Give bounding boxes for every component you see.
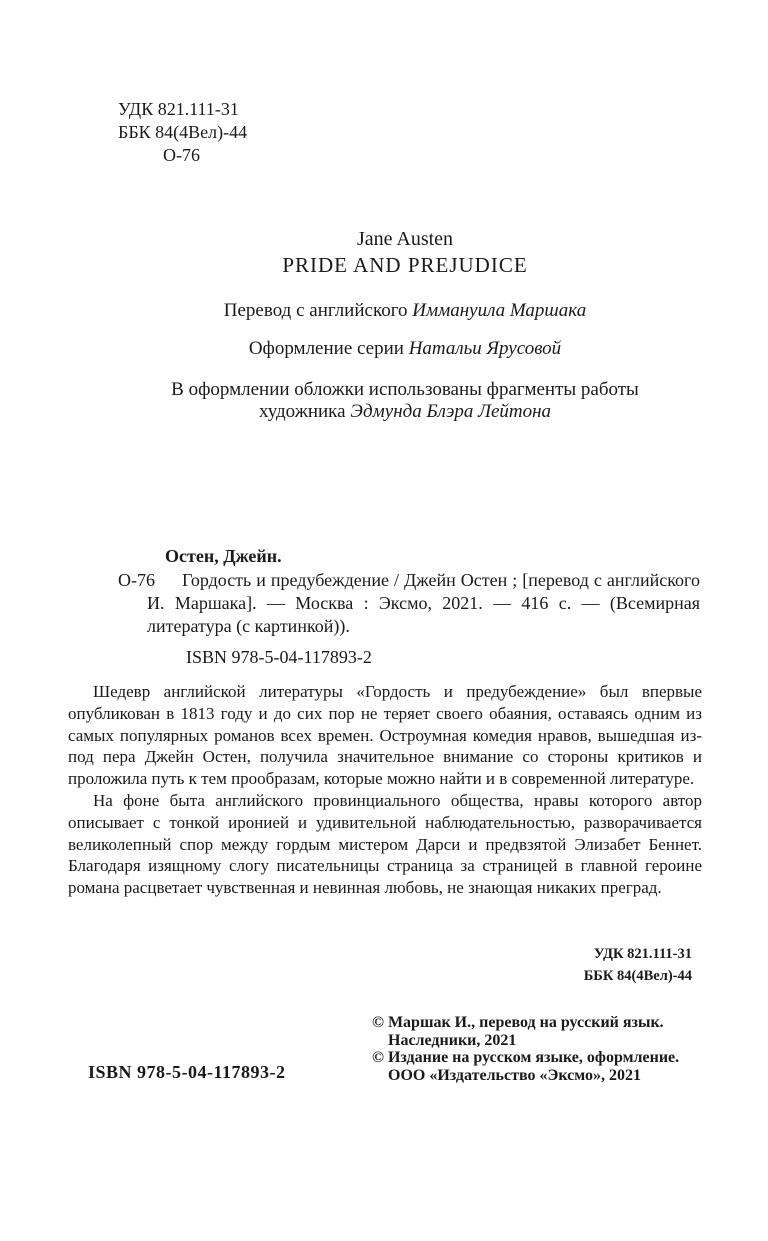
isbn-catalog: ISBN 978-5-04-117893-2 [186, 647, 372, 667]
annotation-paragraph-2: На фоне быта английского провинциального общества, нравы которого автор описывает с тонкой иронией и удивительной наблюдательностью, разворачивается великолепный спор между гордым мистером Дарси и предвзятой Элизабет Беннет. Благодаря изящному слогу писательницы страница за страницей в главной героине романа расцветает чувственная и невинная любовь, не знающая никаких преград. [68, 790, 702, 898]
annotation-paragraph-1: Шедевр английской литературы «Гордость и предубеждение» был впервые опубликован в 1813 году и до сих пор не теряет своего обаяния, оставаясь одним из самых популярных романов всех времен. Остроумная комедия нравов, вышедшая из-под пера Джейн Остен, получила значительное внимание со стороны критиков и проложила путь к тем прообразам, которые можно найти и в современной литературе. [68, 682, 702, 789]
bbk-code-bottom: ББК 84(4Вел)-44 [583, 968, 692, 984]
series-designer-name: Натальи Ярусовой [408, 338, 562, 359]
copyright-block [372, 1014, 702, 1084]
copyright-edition: © Издание на русском языке, оформление. [372, 1049, 680, 1066]
catalog-author-code: О-76 [118, 570, 155, 590]
series-design-prefix: Оформление серии [248, 338, 404, 359]
translation-credit [80, 300, 730, 322]
top-catalog-codes [118, 98, 247, 167]
cover-art-credit-prefix: художника [258, 401, 346, 422]
cover-art-credit-line2 [80, 401, 730, 423]
bbk-code: ББК 84(4Вел)-44 [118, 122, 248, 142]
cover-artist-name: Эдмунда Блэра Лейтона [350, 401, 552, 422]
udk-code: УДК 821.111-31 [118, 99, 239, 119]
cover-art-credit [80, 379, 730, 423]
annotation [68, 681, 702, 899]
translation-credit-prefix: Перевод с английского [223, 300, 408, 321]
author-sign-code: О-76 [163, 145, 200, 165]
isbn-bottom: ISBN 978-5-04-117893-2 [88, 1062, 286, 1082]
catalog-entry-text: Гордость и предубеждение / Джейн Остен ; [перевод с английского И. Маршака]. — Москва : Эксмо, 2021. — 416 с. — (Всемирная литература (с картинкой)). [147, 570, 700, 636]
translator-name: Иммануила Маршака [412, 300, 587, 321]
bottom-catalog-codes [584, 943, 692, 987]
udk-code-bottom: УДК 821.111-31 [593, 946, 692, 962]
copyright-translation: © Маршак И., перевод на русский язык. [372, 1014, 664, 1031]
book-title-original: PRIDE AND PREJUDICE [282, 253, 528, 277]
catalog-entry [118, 569, 700, 638]
copyright-edition-cont: ООО «Издательство «Эксмо», 2021 [388, 1066, 641, 1084]
cover-art-credit-line1: В оформлении обложки использованы фрагменты работы [171, 379, 639, 400]
catalog-author-heading: Остен, Джейн. [165, 546, 282, 566]
book-author: Jane Austen [356, 228, 454, 250]
copyright-translation-cont: Наследники, 2021 [388, 1031, 517, 1049]
series-design-credit [80, 338, 730, 360]
